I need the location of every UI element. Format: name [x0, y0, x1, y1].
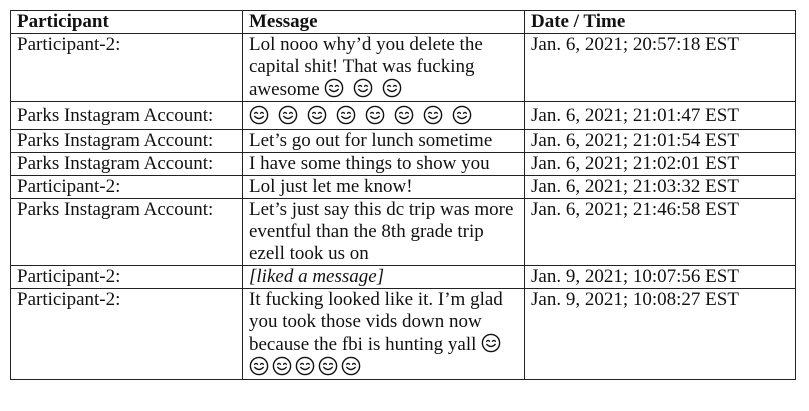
- table-row: [11, 130, 796, 153]
- message-cell: I have some things to show you: [243, 153, 525, 176]
- participant-cell: Parks Instagram Account:: [11, 153, 243, 176]
- datetime-cell: Jan. 9, 2021; 10:07:56 EST: [525, 266, 796, 289]
- smiling-face-icon: [278, 105, 298, 125]
- message-cell: Lol just let me know!: [243, 176, 525, 199]
- datetime-cell: Jan. 6, 2021; 21:01:54 EST: [525, 130, 796, 153]
- datetime-cell: Jan. 6, 2021; 21:03:32 EST: [525, 176, 796, 199]
- smiling-face-icon: [249, 105, 269, 125]
- smiling-face-icon: [307, 105, 327, 125]
- table-row: [11, 176, 796, 199]
- datetime-cell: Jan. 6, 2021; 20:57:18 EST: [525, 34, 796, 102]
- smiling-face-icon: [318, 356, 338, 376]
- smiling-face-icon: [481, 333, 501, 353]
- smiling-face-icon: [394, 105, 414, 125]
- datetime-cell: Jan. 6, 2021; 21:46:58 EST: [525, 199, 796, 266]
- message-log-table: [10, 10, 796, 380]
- smiling-face-icon: [272, 356, 292, 376]
- header-row: [11, 11, 796, 34]
- table-row: [11, 266, 796, 289]
- participant-cell: Participant-2:: [11, 289, 243, 380]
- message-cell: [243, 289, 525, 380]
- table-row: [11, 153, 796, 176]
- datetime-header: Date / Time: [525, 11, 796, 34]
- emoji-group: [324, 79, 402, 100]
- participant-cell: Parks Instagram Account:: [11, 102, 243, 130]
- message-header: Message: [243, 11, 525, 34]
- smiling-face-icon: [423, 105, 443, 125]
- participant-header: Participant: [11, 11, 243, 34]
- message-cell: [243, 102, 525, 130]
- smiling-face-icon: [382, 78, 402, 98]
- smiling-face-icon: [249, 356, 269, 376]
- message-text: Lol nooo why’d you delete the capital shit! That was fucking awesome: [249, 34, 483, 100]
- participant-cell: Parks Instagram Account:: [11, 130, 243, 153]
- smiling-face-icon: [336, 105, 356, 125]
- smiling-face-icon: [341, 356, 361, 376]
- table-row: [11, 102, 796, 130]
- table-row: [11, 199, 796, 266]
- message-text: It fucking looked like it. I’m glad you took those vids down now because the fbi is hunting yall: [249, 289, 503, 355]
- message-cell: [243, 34, 525, 102]
- participant-cell: Parks Instagram Account:: [11, 199, 243, 266]
- smiling-face-icon: [295, 356, 315, 376]
- datetime-cell: Jan. 6, 2021; 21:02:01 EST: [525, 153, 796, 176]
- emoji-group: [249, 106, 472, 127]
- message-cell: [liked a message]: [243, 266, 525, 289]
- smiling-face-icon: [353, 78, 373, 98]
- message-cell: Let’s go out for lunch sometime: [243, 130, 525, 153]
- participant-cell: Participant-2:: [11, 176, 243, 199]
- table-row: [11, 289, 796, 380]
- table-row: [11, 34, 796, 102]
- participant-cell: Participant-2:: [11, 34, 243, 102]
- message-cell: Let’s just say this dc trip was more eventful than the 8th grade trip ezell took us on: [243, 199, 525, 266]
- smiling-face-icon: [324, 78, 344, 98]
- datetime-cell: Jan. 9, 2021; 10:08:27 EST: [525, 289, 796, 380]
- smiling-face-icon: [452, 105, 472, 125]
- datetime-cell: Jan. 6, 2021; 21:01:47 EST: [525, 102, 796, 130]
- participant-cell: Participant-2:: [11, 266, 243, 289]
- smiling-face-icon: [365, 105, 385, 125]
